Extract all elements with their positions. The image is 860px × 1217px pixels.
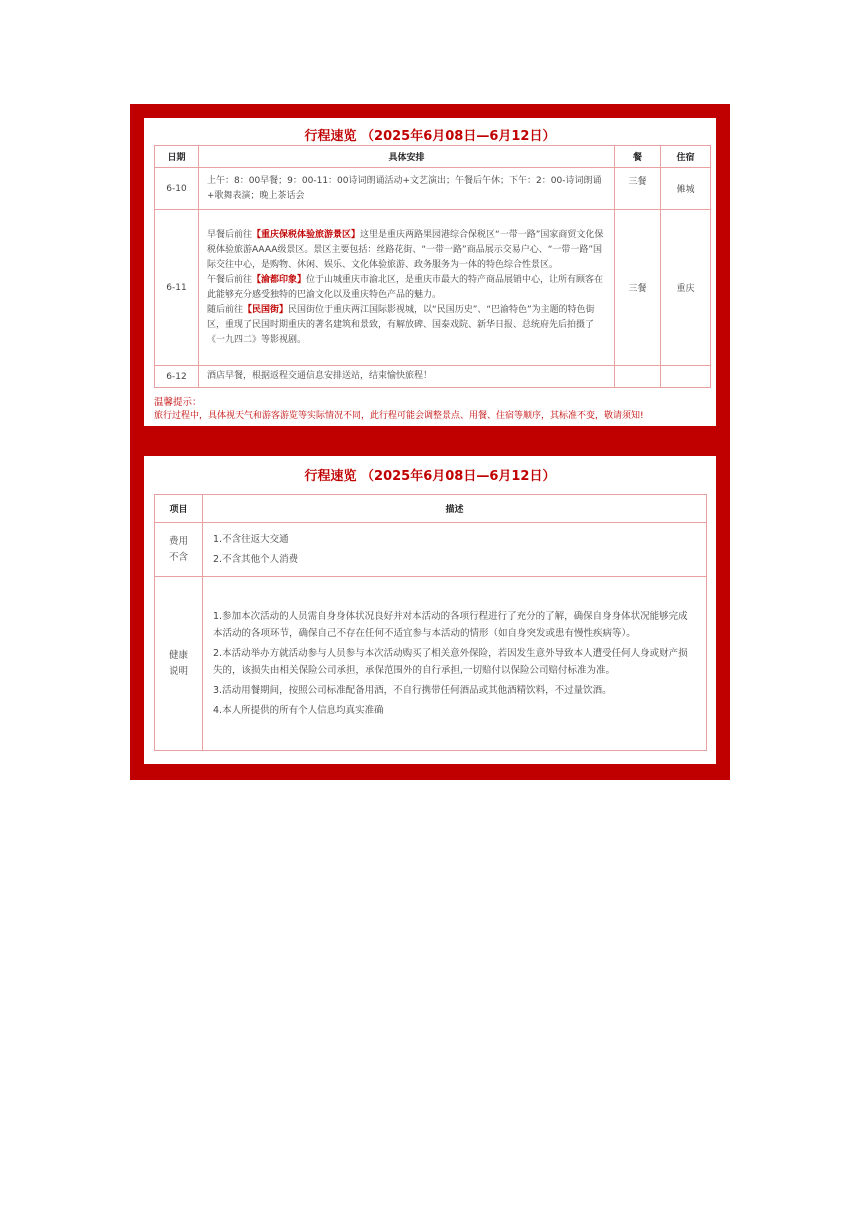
row-schedule: 上午：8：00早餐；9：00-11：00诗词朗诵活动+文艺演出；午餐后午休；下午：2：00-诗词朗诵+歌舞表演；晚上茶话会 bbox=[199, 168, 615, 210]
row-stay: 重庆 bbox=[661, 210, 711, 366]
table-row bbox=[155, 210, 711, 366]
row-stay: 傩城 bbox=[661, 168, 711, 210]
row-schedule: 酒店早餐，根据返程交通信息安排送站，结束愉快旅程！ bbox=[199, 366, 615, 388]
row-date: 6-11 bbox=[155, 210, 199, 366]
row-stay bbox=[661, 366, 711, 388]
itinerary-frame-1 bbox=[130, 104, 730, 442]
paragraph: 随后前往【民国街】民国街位于重庆两江国际影视城，以“民国历史”、“巴渝特色”为主题的特色街区，重现了民国时期重庆的著名建筑和景致，有解放碑、国泰戏院、新华日报、总统府先后拍摄了《一九四二》等影视剧。 bbox=[207, 304, 595, 345]
header-item: 项目 bbox=[155, 495, 203, 523]
header-stay: 住宿 bbox=[661, 146, 711, 168]
highlight-scenic-area: 【重庆保税体验旅游景区】 bbox=[252, 229, 361, 240]
header-date: 日期 bbox=[155, 146, 199, 168]
row-schedule bbox=[199, 210, 615, 366]
list-item: 2.不含其他个人消费 bbox=[213, 554, 299, 565]
highlight-minguo-street: 【民国街】 bbox=[243, 304, 289, 315]
header-schedule: 具体安排 bbox=[199, 146, 615, 168]
list-item: 3.活动用餐期间，按照公司标准配备用酒，不自行携带任何酒品或其他酒精饮料，不过量饮酒。 bbox=[213, 685, 612, 696]
section2-title: 行程速览 （2025年6月08日—6月12日） bbox=[304, 469, 556, 484]
health-label: 健康说明 bbox=[155, 577, 203, 751]
row-meal: 三餐 bbox=[615, 210, 661, 366]
list-item: 4.本人所提供的所有个人信息均真实准确 bbox=[213, 705, 384, 716]
table-row bbox=[155, 168, 711, 210]
tip-text: 旅行过程中，具体视天气和游客游览等实际情况不同，此行程可能会调整景点、用餐、住宿等顺序，其标准不变，敬请须知! bbox=[154, 411, 644, 421]
list-item: 2.本活动举办方就活动参与人员参与本次活动购买了相关意外保险，若因发生意外导致本人遭受任何人身或财产损失的，该损失由相关保险公司承担，承保范围外的自行承担,一切赔付以保险公司赔付标准为准。 bbox=[213, 648, 688, 676]
notes-table bbox=[154, 494, 707, 751]
table-row bbox=[155, 366, 711, 388]
list-item: 1.参加本次活动的人员需自身身体状况良好并对本活动的各项行程进行了充分的了解，确保自身身体状况能够完成本活动的各项环节，确保自己不存在任何不适宜参与本活动的情形（如自身突发或患有慢性疾病等）。 bbox=[213, 611, 688, 639]
section1-title: 行程速览 （2025年6月08日—6月12日） bbox=[304, 129, 556, 144]
table-row bbox=[155, 523, 707, 577]
row-meal: 三餐 bbox=[615, 168, 661, 210]
header-meal: 餐 bbox=[615, 146, 661, 168]
highlight-yudu: 【渝都印象】 bbox=[252, 274, 307, 285]
table-row bbox=[155, 577, 707, 751]
itinerary-panel-1 bbox=[144, 118, 716, 426]
paragraph: 早餐后前往【重庆保税体验旅游景区】这里是重庆两路果园港综合保税区“一带一路”国家商贸文化保税体验旅游AAAA级景区。景区主要包括：丝路花街、“一带一路”商品展示交易户心、“一带一路”国际交往中心，是购物、休闲、娱乐、文化体验旅游、政务服务为一体的特色综合性景区。 bbox=[207, 229, 604, 270]
fee-label: 费用不含 bbox=[155, 523, 203, 577]
row-meal bbox=[615, 366, 661, 388]
paragraph: 午餐后前往【渝都印象】位于山城重庆市渝北区，是重庆市最大的特产商品展销中心，让所有顾客在此能够充分感受独特的巴渝文化以及重庆特色产品的魅力。 bbox=[207, 274, 604, 300]
itinerary-panel-2 bbox=[144, 456, 716, 764]
health-description bbox=[203, 577, 707, 751]
itinerary-frame-2 bbox=[130, 442, 730, 780]
row-date: 6-12 bbox=[155, 366, 199, 388]
tip-title: 温馨提示： bbox=[154, 397, 202, 408]
itinerary-table bbox=[154, 145, 711, 388]
header-desc: 描述 bbox=[203, 495, 707, 523]
list-item: 1.不含往返大交通 bbox=[213, 534, 289, 545]
fee-description bbox=[203, 523, 707, 577]
row-date: 6-10 bbox=[155, 168, 199, 210]
